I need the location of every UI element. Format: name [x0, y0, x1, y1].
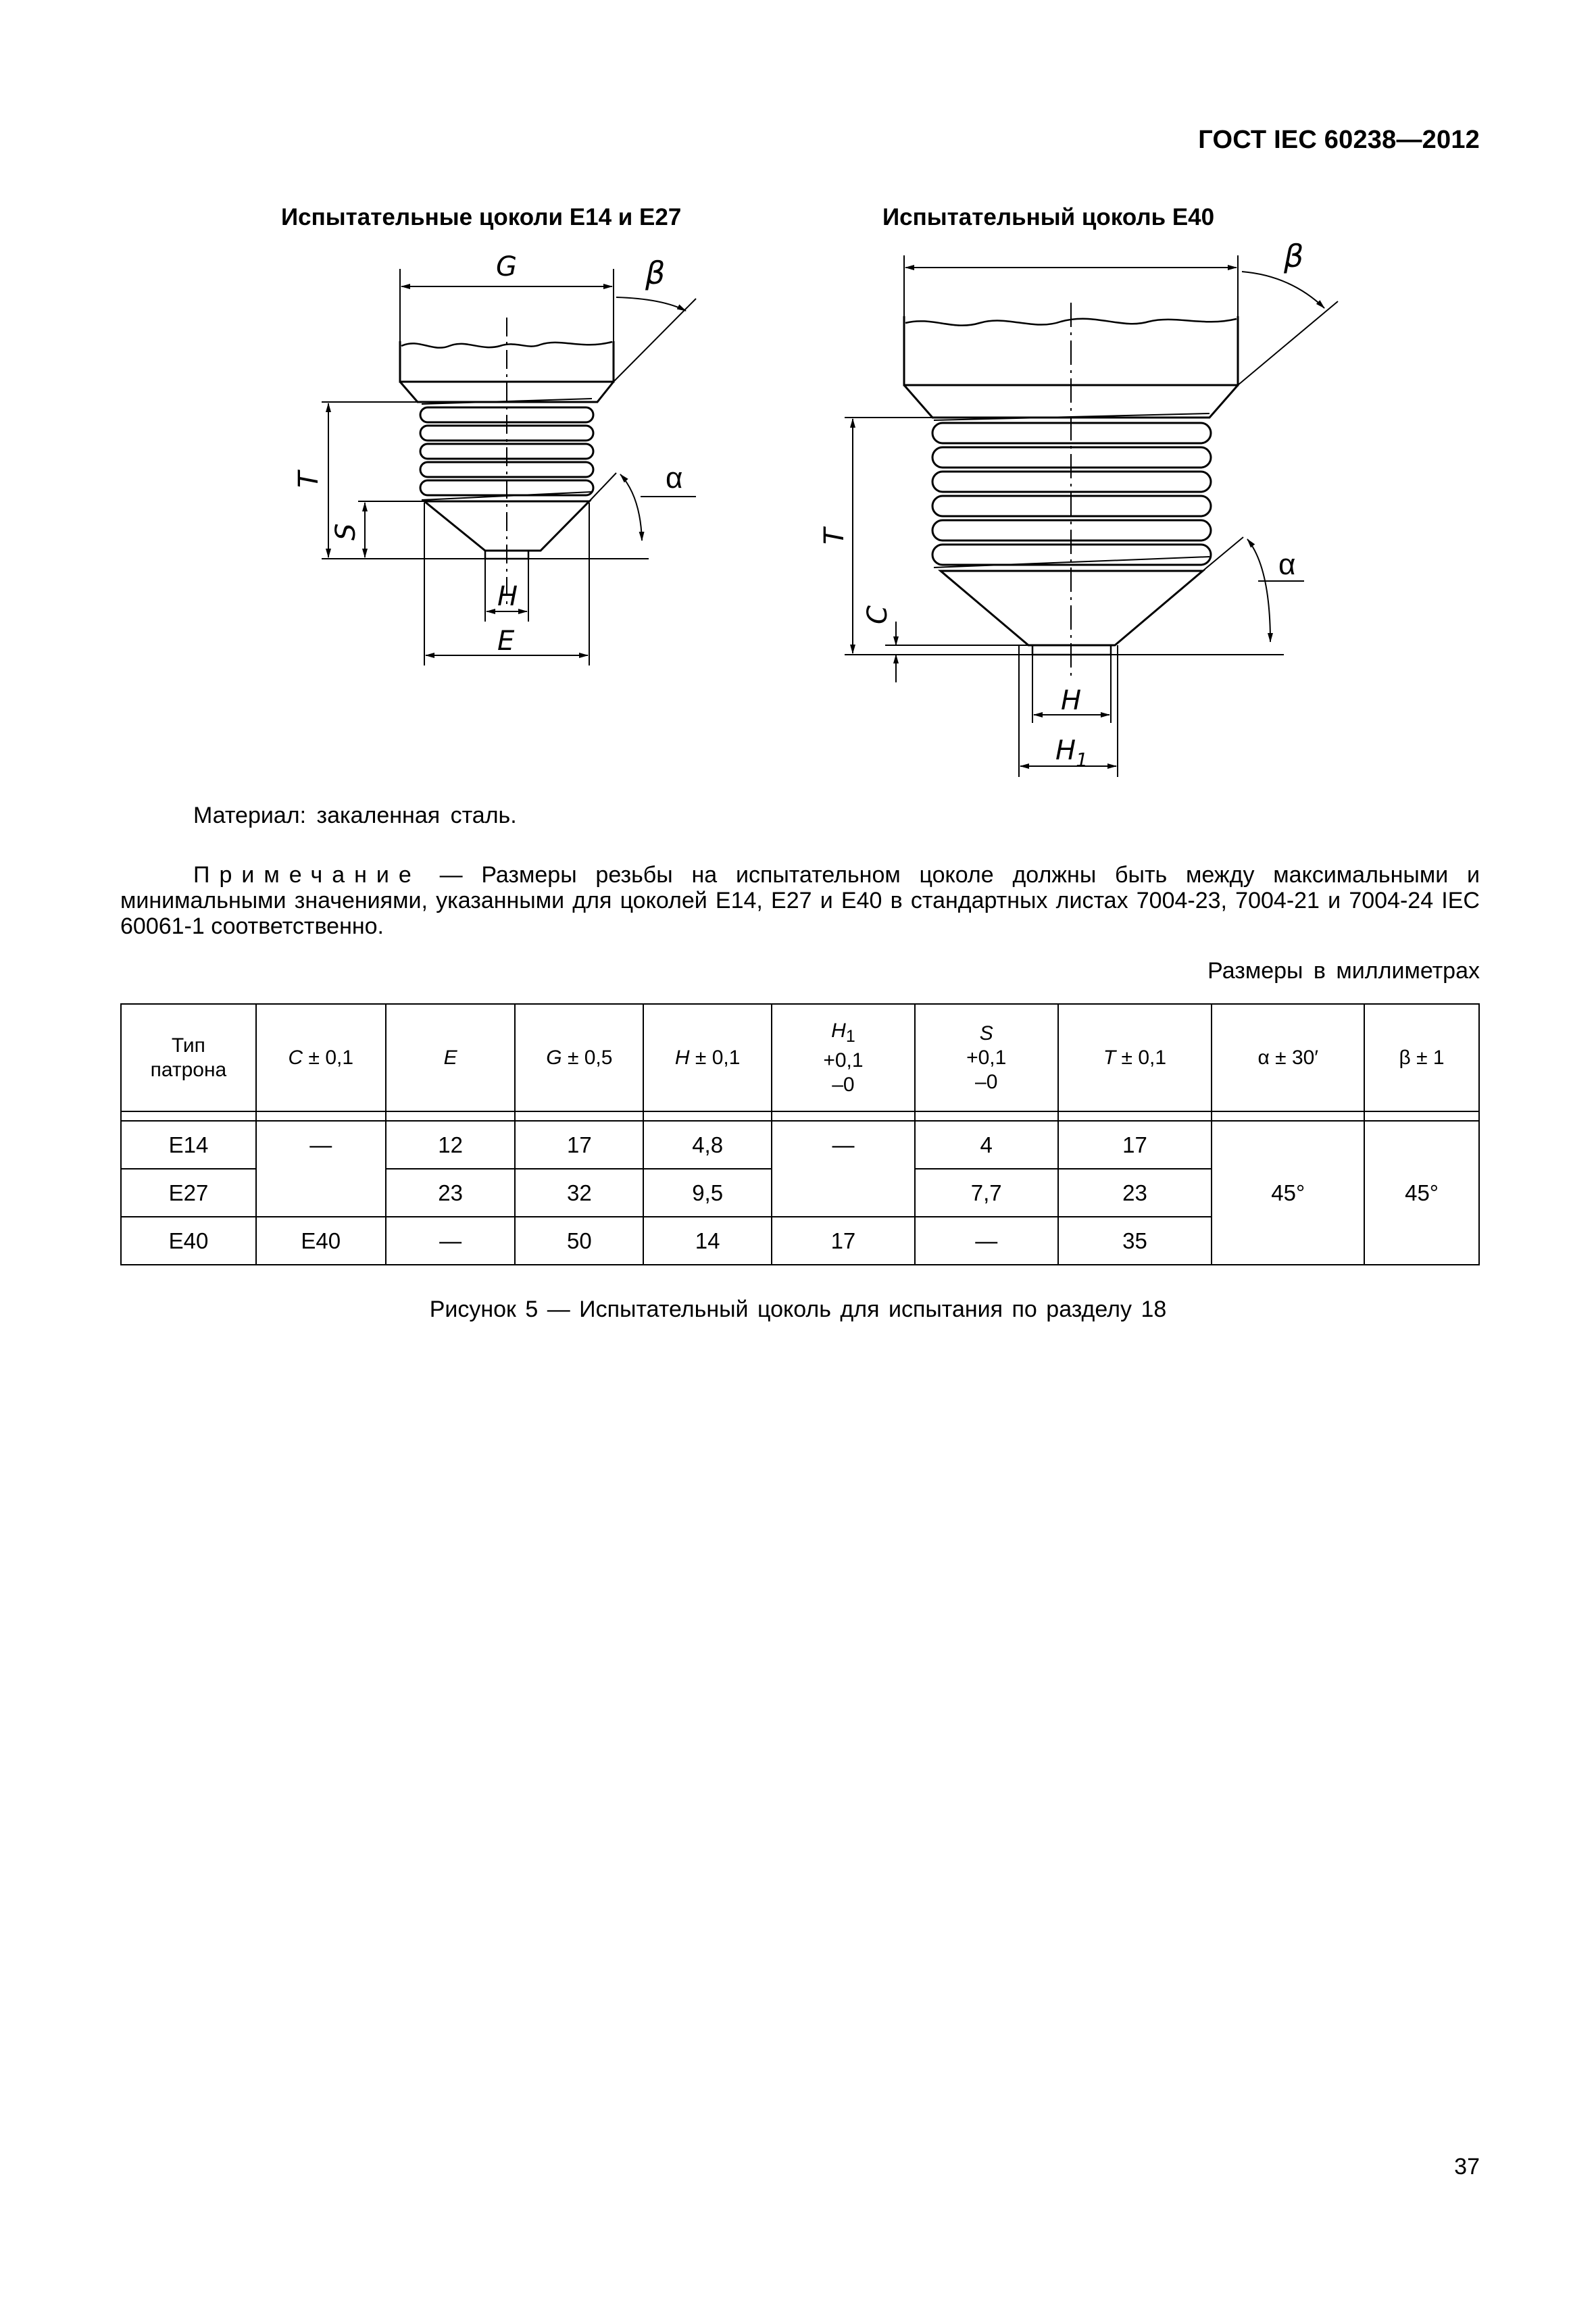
cell-type: E40	[121, 1217, 256, 1265]
header-s-tol-minus: –0	[975, 1070, 998, 1093]
cell-c: E40	[256, 1217, 386, 1265]
cell-g: 17	[515, 1121, 643, 1169]
label-G: G	[496, 251, 517, 282]
dimensions-table	[120, 1003, 1480, 1265]
cell-c: —	[256, 1121, 386, 1217]
note-paragraph	[120, 862, 1480, 939]
cell-beta: 45°	[1364, 1121, 1479, 1265]
header-type-line2: патрона	[150, 1058, 227, 1081]
table-row-e14	[121, 1121, 1479, 1169]
spacer-cell	[1058, 1111, 1212, 1121]
header-g	[515, 1004, 643, 1111]
test-cap-e40-drawing	[845, 255, 1338, 777]
cell-h1: 17	[772, 1217, 915, 1265]
header-g-tolerance: ± 0,5	[562, 1046, 613, 1069]
spacer-cell	[121, 1111, 256, 1121]
label-T-right: T	[819, 528, 850, 545]
header-s	[915, 1004, 1058, 1111]
spacer-cell	[1364, 1111, 1479, 1121]
note-text: — Размеры резьбы на испытательном цоколе должны быть между максимальными и минимальными значениями, указанными для цоколей Е14, Е27 и Е40 в стандартных листах 7004-23, 7004-21 и 7004-24 IEC 60061-1 соответственно.	[120, 862, 1480, 939]
figure-title-e40: Испытательный цоколь Е40	[882, 204, 1215, 230]
table-header-row	[121, 1004, 1479, 1111]
header-t-tolerance: ± 0,1	[1116, 1046, 1167, 1069]
header-t-symbol: T	[1103, 1046, 1116, 1069]
cell-e: 12	[386, 1121, 516, 1169]
header-h1-tol-plus: +0,1	[823, 1049, 864, 1072]
right-drawing-labels	[819, 238, 1303, 771]
cell-t: 23	[1058, 1169, 1212, 1217]
label-S: S	[330, 523, 361, 540]
cell-g: 50	[515, 1217, 643, 1265]
cell-alpha: 45°	[1212, 1121, 1364, 1265]
header-h-tolerance: ± 0,1	[689, 1046, 741, 1069]
header-t	[1058, 1004, 1212, 1111]
note-label: Примечание	[193, 862, 421, 888]
header-alpha: α ± 30′	[1212, 1004, 1364, 1111]
units-note: Размеры в миллиметрах	[1207, 958, 1480, 984]
header-c-symbol: C	[288, 1046, 303, 1069]
header-g-symbol: G	[546, 1046, 562, 1069]
page-number: 37	[1454, 2154, 1480, 2180]
label-alpha-left: α	[666, 461, 683, 495]
header-type	[121, 1004, 256, 1111]
table-spacer-row	[121, 1111, 1479, 1121]
spacer-cell	[515, 1111, 643, 1121]
document-header: ГОСТ IEC 60238—2012	[1198, 126, 1480, 154]
figure-title-e14-e27: Испытательные цоколи Е14 и Е27	[281, 204, 682, 230]
header-h1-tol-minus: –0	[832, 1073, 855, 1096]
spacer-cell	[643, 1111, 772, 1121]
header-type-line1: Тип	[171, 1034, 205, 1057]
spacer-cell	[386, 1111, 516, 1121]
header-e	[386, 1004, 516, 1111]
cell-s: —	[915, 1217, 1058, 1265]
cell-e: 23	[386, 1169, 516, 1217]
label-H1	[1055, 735, 1088, 771]
label-C: C	[862, 605, 893, 624]
header-s-symbol: S	[979, 1022, 993, 1045]
header-h-symbol: H	[674, 1046, 690, 1069]
header-h1-subscript: 1	[845, 1026, 855, 1046]
cell-e: —	[386, 1217, 516, 1265]
header-e-symbol: E	[443, 1046, 457, 1069]
label-beta-left: β	[645, 255, 666, 291]
header-s-tol-plus: +0,1	[966, 1046, 1007, 1069]
label-T-left: T	[293, 471, 324, 488]
cell-h: 9,5	[643, 1169, 772, 1217]
label-H1-main: H	[1055, 735, 1076, 766]
header-h	[643, 1004, 772, 1111]
cell-h1: —	[772, 1121, 915, 1217]
header-c	[256, 1004, 386, 1111]
cell-t: 17	[1058, 1121, 1212, 1169]
cell-type: E27	[121, 1169, 256, 1217]
figure-caption: Рисунок 5 — Испытательный цоколь для испытания по разделу 18	[429, 1297, 1167, 1322]
header-h1-symbol: H	[831, 1019, 846, 1042]
material-note: Материал: закаленная сталь.	[193, 803, 517, 828]
technical-drawing	[0, 0, 1596, 797]
cell-h: 4,8	[643, 1121, 772, 1169]
header-c-tolerance: ± 0,1	[303, 1046, 354, 1069]
label-alpha-right: α	[1278, 548, 1296, 581]
cell-type: E14	[121, 1121, 256, 1169]
header-beta: β ± 1	[1364, 1004, 1479, 1111]
header-h1	[772, 1004, 915, 1111]
cell-s: 4	[915, 1121, 1058, 1169]
label-H-left: H	[497, 581, 518, 612]
cell-t: 35	[1058, 1217, 1212, 1265]
spacer-cell	[915, 1111, 1058, 1121]
left-drawing-labels	[293, 251, 682, 657]
cell-h: 14	[643, 1217, 772, 1265]
label-E: E	[497, 626, 515, 657]
cell-s: 7,7	[915, 1169, 1058, 1217]
label-H-right: H	[1061, 685, 1082, 716]
spacer-cell	[772, 1111, 915, 1121]
spacer-cell	[1212, 1111, 1364, 1121]
cell-g: 32	[515, 1169, 643, 1217]
label-H1-sub: 1	[1076, 749, 1088, 771]
label-beta-right: β	[1284, 238, 1304, 274]
spacer-cell	[256, 1111, 386, 1121]
